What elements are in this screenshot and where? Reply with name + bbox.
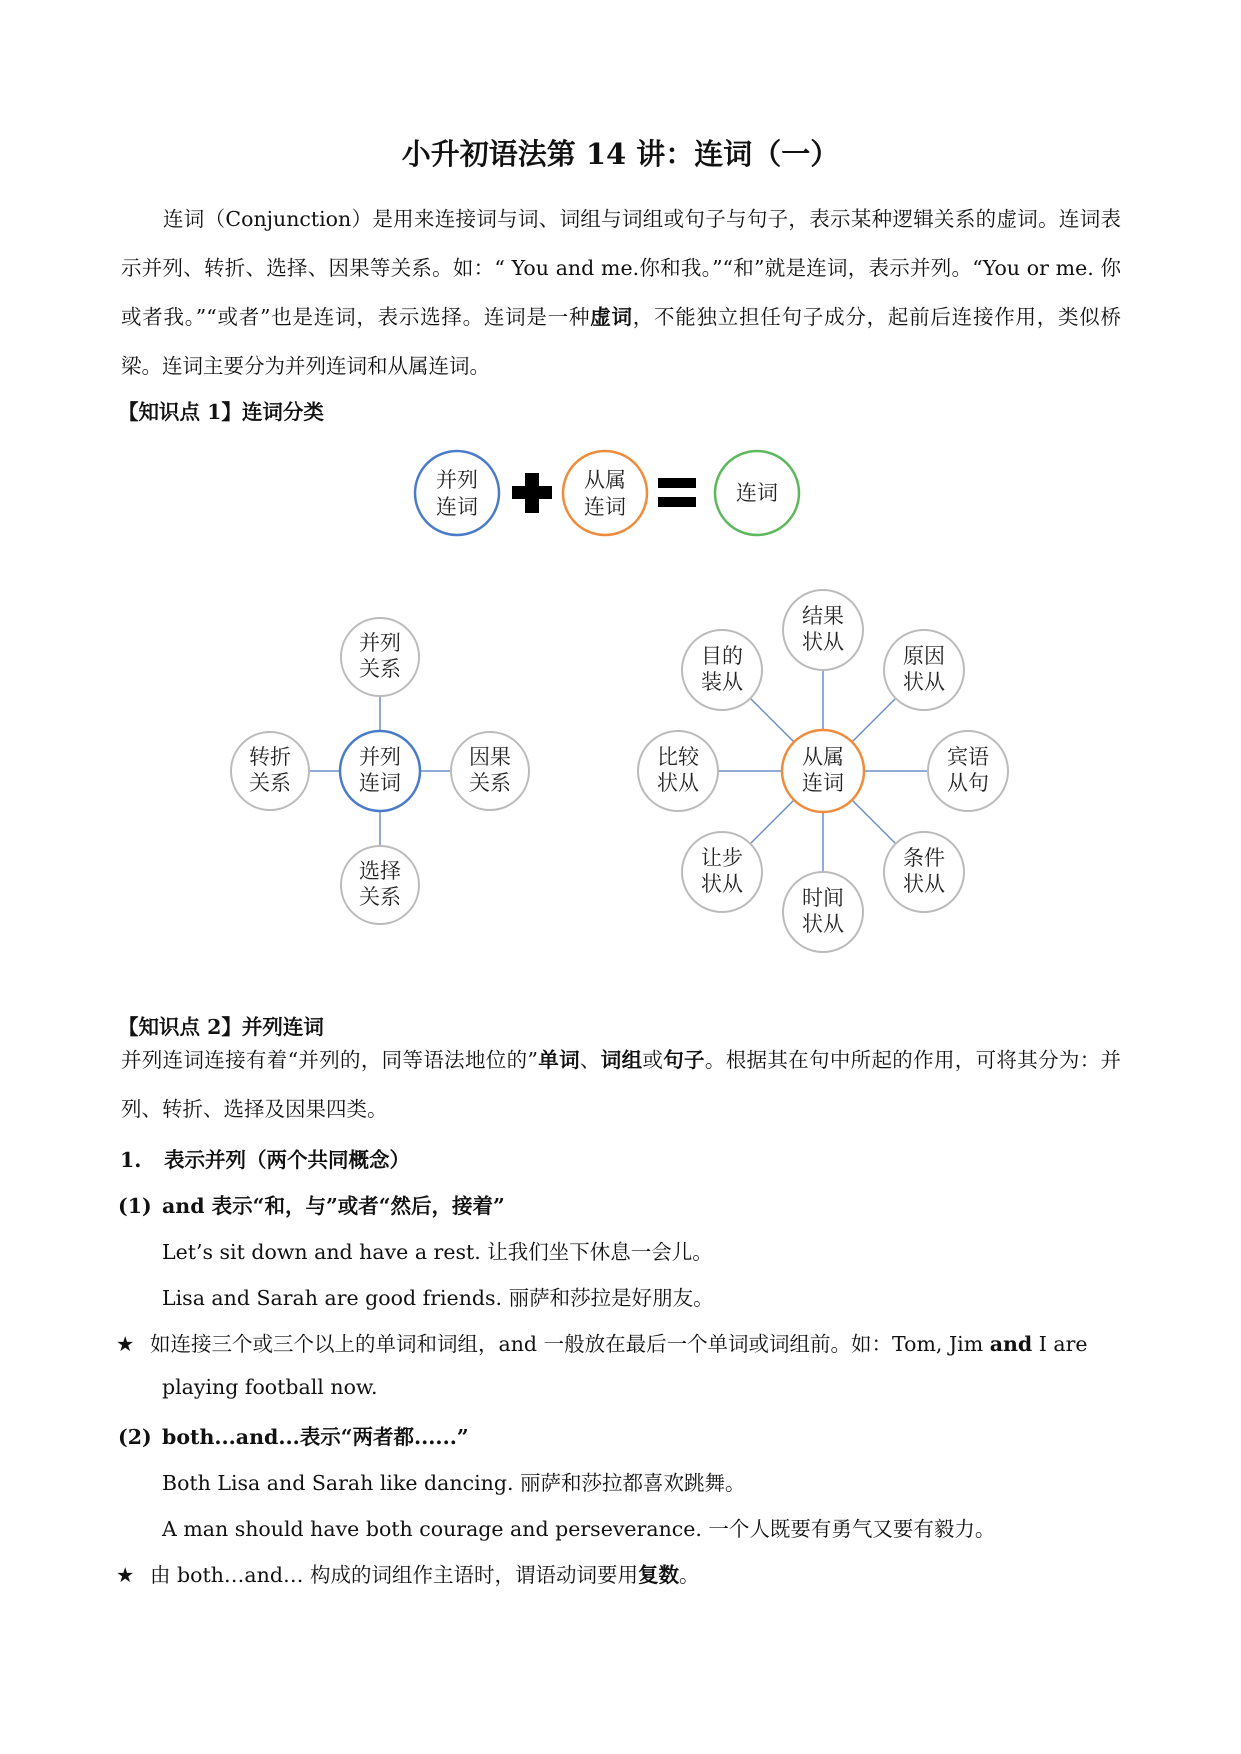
left-center-line1: 并列 xyxy=(359,745,401,769)
example-3: Both Lisa and Sarah like dancing. 丽萨和莎拉都喜欢跳舞。 xyxy=(162,1471,746,1495)
section-1-title: 表示并列（两个共同概念） xyxy=(164,1148,410,1172)
page-title: 小升初语法第 14 讲：连词（一） xyxy=(401,137,840,171)
right-node-2-line2: 装从 xyxy=(701,670,743,694)
coordinating-diagram xyxy=(231,618,529,924)
right-center-line2: 连词 xyxy=(802,771,844,795)
right-node-4-line1: 比较 xyxy=(657,745,699,769)
right-node-8-line2: 状从 xyxy=(802,912,844,936)
note-2 xyxy=(116,1558,700,1588)
note-2-keyword: 复数 xyxy=(638,1563,679,1587)
right-node-6-line1: 让步 xyxy=(701,846,743,870)
intro-line-3c: ，不能独立担任句子成 xyxy=(632,305,846,329)
kp2-or: 或 xyxy=(642,1048,664,1072)
left-center-line2: 连词 xyxy=(359,771,401,795)
right-node-7-line1: 条件 xyxy=(903,846,945,870)
section-1-number: 1. xyxy=(120,1148,142,1172)
star-icon: ★ xyxy=(116,1563,135,1587)
subsection-2-heading xyxy=(118,1420,469,1450)
note-1 xyxy=(116,1327,1088,1357)
right-node-2-line1: 目的 xyxy=(701,644,743,668)
intro-line-3a: 列。“You or me. 你或者我。”“或者”也是连词，表示选择。连词是一种 xyxy=(121,256,1121,329)
subordinating-diagram xyxy=(638,590,1008,952)
note-2-text-c: 。 xyxy=(679,1563,700,1587)
kp2-text-a: 并列连词连接有着“并列的，同等语法地位的” xyxy=(121,1048,538,1072)
right-node-1-line2: 状从 xyxy=(802,630,844,654)
knowledge-point-2-heading: 【知识点 2】并列连词 xyxy=(118,1015,324,1039)
intro-line-4: 分，起前后连接作用，类似桥梁。连词主要分为并列连词和从属连词。 xyxy=(121,305,1122,378)
right-node-6-line2: 状从 xyxy=(701,872,743,896)
example-4: A man should have both courage and perseverance. 一个人既要有勇气又要有毅力。 xyxy=(162,1517,996,1541)
eq-c-label: 连词 xyxy=(736,481,778,505)
subsection-2-number: (2) xyxy=(118,1425,152,1449)
kp2-sentence: 句子 xyxy=(663,1048,705,1072)
intro-line-2: 词表示并列、转折、选择、因果等关系。如：“ You and me.你和我。”“和”就是连词，表示并 xyxy=(121,207,1122,280)
kp2-paragraph xyxy=(121,1036,1121,1134)
right-node-4-line2: 状从 xyxy=(657,771,699,795)
kp2-text-h: 分为：并列、转折、选择及因果四类。 xyxy=(121,1048,1122,1121)
equals-icon xyxy=(658,478,696,488)
right-node-8-line1: 时间 xyxy=(802,886,844,910)
subsection-1-title: and 表示“和，与”或者“然后，接着” xyxy=(162,1194,505,1218)
left-node-4-line1: 选择 xyxy=(359,859,401,883)
left-node-3-line1: 因果 xyxy=(469,745,511,769)
right-node-1-line1: 结果 xyxy=(802,604,844,628)
kp2-phrase: 词组 xyxy=(600,1048,643,1072)
left-node-2-line2: 关系 xyxy=(249,771,291,795)
eq-b-line1: 从属 xyxy=(584,468,626,492)
example-1: Let’s sit down and have a rest. 让我们坐下休息一会儿。 xyxy=(162,1240,713,1264)
left-node-1-line1: 并列 xyxy=(359,631,401,655)
subsection-1-number: (1) xyxy=(118,1194,152,1218)
kp2-text-g: 。根据其在句中所起的作用，可将其 xyxy=(704,1048,1039,1072)
right-center-line1: 从属 xyxy=(802,745,844,769)
section-1-heading xyxy=(120,1143,410,1173)
left-node-1-line2: 关系 xyxy=(359,657,401,681)
left-node-3-line2: 关系 xyxy=(469,771,511,795)
note-1-continued: playing football now. xyxy=(162,1375,378,1399)
eq-a-line1: 并列 xyxy=(436,468,478,492)
star-icon: ★ xyxy=(116,1332,135,1356)
left-node-4-line2: 关系 xyxy=(359,885,401,909)
note-1-text-c: I are xyxy=(1032,1332,1088,1356)
subsection-1-heading xyxy=(118,1189,505,1219)
subsection-2-title: both...and...表示“两者都......” xyxy=(162,1425,469,1449)
note-1-text-a: 如连接三个或三个以上的单词和词组，and 一般放在最后一个单词或词组前。如：Tom, Jim xyxy=(150,1332,990,1356)
kp2-sep-1: 、 xyxy=(579,1048,601,1072)
intro-keyword: 虚词 xyxy=(590,305,633,329)
right-node-5-line2: 从句 xyxy=(947,771,989,795)
right-node-3-line2: 状从 xyxy=(903,670,945,694)
intro-line-1: 连词（Conjunction）是用来连接词与词、词组与词组或句子与句子，表示某种逻辑关系的虚词。连 xyxy=(163,207,1080,231)
right-node-3-line1: 原因 xyxy=(903,644,945,668)
eq-b-line2: 连词 xyxy=(584,495,626,519)
kp2-word: 单词 xyxy=(537,1048,580,1072)
equation-diagram xyxy=(415,451,799,535)
example-2: Lisa and Sarah are good friends. 丽萨和莎拉是好朋友。 xyxy=(162,1286,714,1310)
note-1-keyword: and xyxy=(989,1332,1033,1356)
note-2-text-a: 由 both…and… 构成的词组作主语时，谓语动词要用 xyxy=(150,1563,638,1587)
eq-a-line2: 连词 xyxy=(436,495,478,519)
left-node-2-line1: 转折 xyxy=(249,745,291,769)
right-node-5-line1: 宾语 xyxy=(947,745,989,769)
knowledge-point-1-heading: 【知识点 1】连词分类 xyxy=(118,400,324,424)
right-node-7-line2: 状从 xyxy=(903,872,945,896)
